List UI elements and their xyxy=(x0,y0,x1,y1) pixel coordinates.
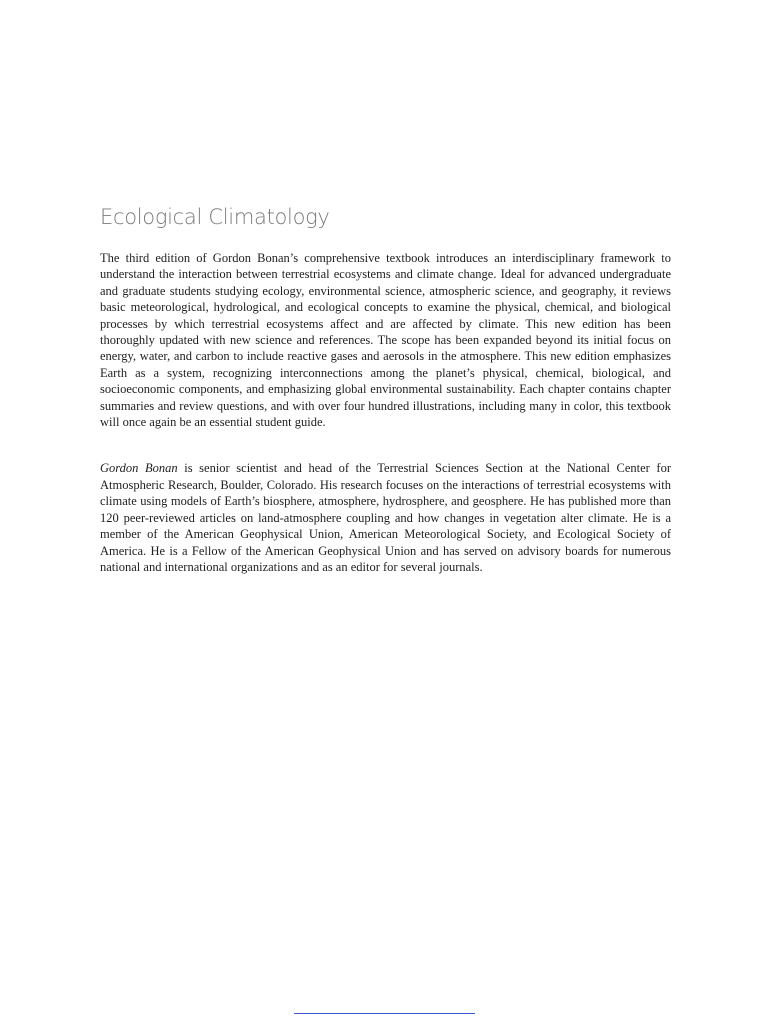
book-blurb-page xyxy=(100,202,671,575)
book-title: Ecological Climatology xyxy=(100,205,330,229)
author-name: Gordon Bonan xyxy=(100,461,178,476)
book-description: The third edition of Gordon Bonan’s comprehensive textbook introduces an interdisciplinary framework to understand the interaction between terrestrial ecosystems and climate change. Ideal for advanced undergraduate and graduate students studying ecology, environmental science, atmospheric science, and geography, it reviews basic meteorological, hydrological, and ecological concepts to examine the physical, chemical, and biological processes by which terrestrial ecosystems affect and are affected by climate. This new edition has been thoroughly updated with new science and references. The scope has been expanded beyond its initial focus on energy, water, and carbon to include reactive gases and aerosols in the atmosphere. This new edition emphasizes Earth as a system, recognizing interconnections among the planet’s physical, chemical, biological, and socioeconomic components, and emphasizing global environmental sustainability. Each chapter contains chapter summaries and review questions, and with over four hundred illustrations, including many in color, this textbook will once again be an essential student guide. xyxy=(100,251,671,430)
author-bio-text: is senior scientist and head of the Terrestrial Sciences Section at the National Center for Atmospheric Research, Boulder, Colorado. His research focuses on the interactions of terrestrial ecosystems with climate using models of Earth’s biosphere, atmosphere, hydrosphere, and geosphere. He has published more than 120 peer-reviewed articles on land-atmosphere coupling and how changes in vegetation alter climate. He is a member of the American Geophysical Union, American Meteorological Society, and Ecological Society of America. He is a Fellow of the American Geophysical Union and has served on advisory boards for numerous national and international organizations and as an editor for several journals. xyxy=(100,461,671,574)
bottom-rule xyxy=(294,1013,475,1014)
author-bio xyxy=(100,460,671,575)
